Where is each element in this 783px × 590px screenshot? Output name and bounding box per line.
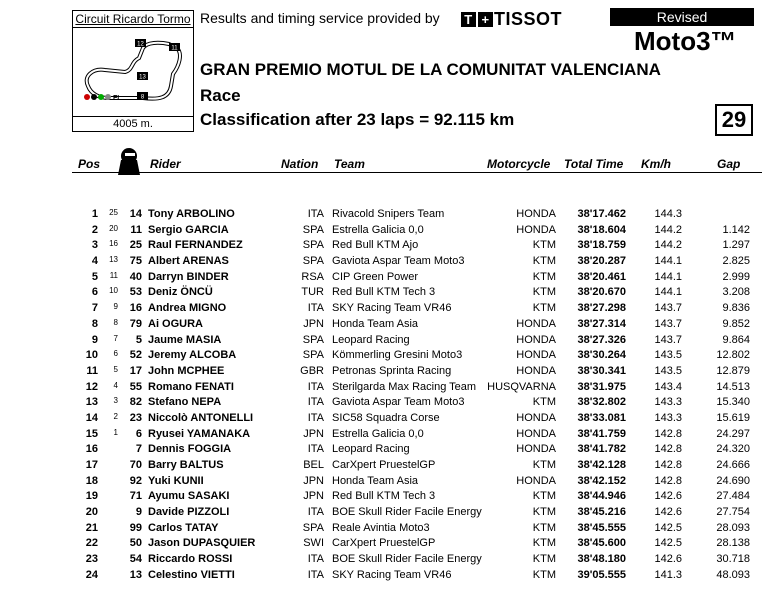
cell-gap: 15.340 <box>716 396 750 409</box>
cell-num: 11 <box>130 223 142 236</box>
track-label-11: 11 <box>171 45 178 52</box>
cell-nat: ITA <box>307 396 324 409</box>
table-row <box>0 285 783 301</box>
cell-pos: 2 <box>91 223 98 236</box>
cell-moto: HONDA <box>516 349 556 362</box>
cell-team: BOE Skull Rider Facile Energy <box>332 506 482 519</box>
table-row <box>0 270 783 286</box>
cell-kmh: 142.6 <box>654 506 682 519</box>
track-label-12: 12 <box>137 41 144 48</box>
cell-num: 55 <box>129 380 142 393</box>
cell-time: 38'32.802 <box>577 396 626 409</box>
cell-pos: 1 <box>91 208 98 220</box>
rider-helmet-icon <box>116 146 142 181</box>
cell-nat: RSA <box>301 270 324 283</box>
col-gap: Gap <box>717 157 741 171</box>
cell-time: 38'30.341 <box>577 364 626 377</box>
cell-moto: HUSQVARNA <box>487 380 556 393</box>
cell-num: 99 <box>129 521 142 534</box>
cell-kmh: 143.3 <box>654 396 682 409</box>
cell-num: 14 <box>129 208 142 220</box>
cell-time: 38'41.782 <box>577 443 626 456</box>
cell-gap: 2.999 <box>722 270 750 283</box>
table-row <box>0 552 783 568</box>
table-row <box>0 333 783 349</box>
cell-nat: ITA <box>307 553 324 566</box>
cell-kmh: 143.4 <box>654 380 682 393</box>
cell-pos: 21 <box>85 521 98 534</box>
tissot-cross-icon: + <box>478 12 493 27</box>
cell-gap: 14.513 <box>716 380 750 393</box>
table-row <box>0 411 783 427</box>
cell-time: 38'27.314 <box>577 317 626 330</box>
cell-kmh: 142.5 <box>654 521 682 534</box>
track-legend: FL <box>113 95 122 102</box>
cell-nat: SPA <box>302 521 324 534</box>
cell-nat: SPA <box>302 333 324 346</box>
cell-pos: 16 <box>85 443 98 456</box>
cell-num: 53 <box>129 286 142 299</box>
cell-moto: KTM <box>532 396 556 409</box>
cell-gap: 12.802 <box>716 349 750 362</box>
cell-pos: 10 <box>85 349 98 362</box>
cell-pts: 7 <box>113 333 118 343</box>
cell-rider: Tony ARBOLINO <box>148 208 235 220</box>
cell-time: 38'44.946 <box>577 490 626 503</box>
cell-kmh: 144.1 <box>654 255 682 268</box>
cell-rider: Jaume MASIA <box>148 333 222 346</box>
sponsor-logo: T + TISSOT <box>460 9 562 30</box>
cell-rider: Dennis FOGGIA <box>148 443 232 456</box>
cell-num: 40 <box>129 270 142 283</box>
cell-num: 92 <box>129 474 142 487</box>
cell-nat: BEL <box>303 459 324 471</box>
cell-num: 16 <box>129 302 142 315</box>
service-text: Results and timing service provided by <box>200 10 440 26</box>
table-row <box>0 301 783 317</box>
cell-team: Reale Avintia Moto3 <box>332 521 430 534</box>
cell-gap: 27.484 <box>716 490 750 503</box>
table-row <box>0 223 783 239</box>
cell-pos: 18 <box>85 474 98 487</box>
col-pos: Pos <box>78 157 101 171</box>
cell-time: 38'45.600 <box>577 537 626 550</box>
cell-team: SKY Racing Team VR46 <box>332 568 452 581</box>
cell-nat: ITA <box>307 568 324 581</box>
cell-team: Gaviota Aspar Team Moto3 <box>332 255 465 268</box>
cell-num: 70 <box>129 459 142 471</box>
cell-moto: KTM <box>532 270 556 283</box>
cell-rider: Raul FERNANDEZ <box>148 239 243 252</box>
cell-gap: 24.297 <box>716 427 750 440</box>
cell-pts: 5 <box>113 364 118 374</box>
cell-kmh: 142.6 <box>654 553 682 566</box>
cell-nat: TUR <box>301 286 324 299</box>
cell-num: 79 <box>129 317 142 330</box>
cell-pos: 24 <box>85 568 98 581</box>
cell-nat: ITA <box>307 208 324 220</box>
results-table <box>0 207 783 584</box>
track-label-8: 8 <box>140 94 145 101</box>
cell-moto: HONDA <box>516 223 556 236</box>
cell-moto: KTM <box>532 568 556 581</box>
revised-badge: Revised <box>610 8 754 26</box>
cell-nat: GBR <box>300 364 324 377</box>
cell-pts: 25 <box>109 208 118 217</box>
cell-moto: KTM <box>532 553 556 566</box>
cell-num: 7 <box>135 443 142 456</box>
table-row <box>0 489 783 505</box>
cell-pts: 3 <box>113 396 118 406</box>
cell-rider: Ayumu SASAKI <box>148 490 230 503</box>
cell-pts: 4 <box>113 380 118 390</box>
cell-rider: Celestino VIETTI <box>148 568 235 581</box>
cell-pts: 9 <box>113 302 118 312</box>
cell-moto: KTM <box>532 302 556 315</box>
table-row <box>0 395 783 411</box>
cell-rider: Barry BALTUS <box>148 459 224 471</box>
cell-team: Leopard Racing <box>332 443 410 456</box>
cell-kmh: 143.7 <box>654 302 682 315</box>
cell-team: BOE Skull Rider Facile Energy <box>332 553 482 566</box>
cell-pos: 7 <box>91 302 98 315</box>
col-team: Team <box>334 157 365 171</box>
cell-pts: 11 <box>109 270 118 280</box>
cell-pos: 19 <box>85 490 98 503</box>
cell-pos: 4 <box>91 255 98 268</box>
cell-kmh: 142.8 <box>654 443 682 456</box>
cell-moto: HONDA <box>516 427 556 440</box>
cell-gap: 24.320 <box>716 443 750 456</box>
cell-team: Red Bull KTM Tech 3 <box>332 286 436 299</box>
table-row <box>0 427 783 443</box>
cell-moto: KTM <box>532 506 556 519</box>
cell-team: Estrella Galicia 0,0 <box>332 427 424 440</box>
cell-pts: 20 <box>109 223 118 233</box>
table-row <box>0 505 783 521</box>
cell-rider: Niccolò ANTONELLI <box>148 411 254 424</box>
cell-team: Estrella Galicia 0,0 <box>332 223 424 236</box>
cell-kmh: 143.3 <box>654 411 682 424</box>
table-row <box>0 458 783 474</box>
table-row <box>0 207 783 223</box>
cell-moto: KTM <box>532 537 556 550</box>
table-row <box>0 442 783 458</box>
cell-team: Honda Team Asia <box>332 317 419 330</box>
cell-num: 17 <box>129 364 142 377</box>
cell-num: 75 <box>129 255 142 268</box>
cell-moto: HONDA <box>516 364 556 377</box>
cell-rider: Ryusei YAMANAKA <box>148 427 251 440</box>
cell-moto: HONDA <box>516 411 556 424</box>
cell-rider: Riccardo ROSSI <box>148 553 233 566</box>
cell-pts: 1 <box>113 427 118 437</box>
cell-kmh: 143.7 <box>654 317 682 330</box>
track-length: 4005 m. <box>72 116 194 132</box>
cell-team: CIP Green Power <box>332 270 419 283</box>
cell-gap: 28.093 <box>716 521 750 534</box>
cell-rider: Stefano NEPA <box>148 396 222 409</box>
cell-nat: JPN <box>303 317 324 330</box>
page-number: 29 <box>715 104 753 136</box>
cell-rider: Yuki KUNII <box>148 474 204 487</box>
table-row <box>0 380 783 396</box>
cell-rider: Romano FENATI <box>148 380 234 393</box>
cell-pos: 22 <box>85 537 98 550</box>
cell-time: 38'42.128 <box>577 459 626 471</box>
cell-time: 38'20.287 <box>577 255 626 268</box>
cell-gap: 15.619 <box>716 411 750 424</box>
cell-gap: 24.690 <box>716 474 750 487</box>
cell-nat: JPN <box>303 427 324 440</box>
cell-gap: 48.093 <box>716 568 750 581</box>
cell-nat: SPA <box>302 239 324 252</box>
cell-kmh: 144.1 <box>654 270 682 283</box>
cell-time: 38'45.216 <box>577 506 626 519</box>
class-title: Moto3™ <box>634 26 737 56</box>
cell-pos: 20 <box>85 506 98 519</box>
cell-time: 38'48.180 <box>577 553 626 566</box>
cell-time: 38'30.264 <box>577 349 626 362</box>
cell-gap: 3.208 <box>722 286 750 299</box>
cell-nat: JPN <box>303 474 324 487</box>
table-row <box>0 536 783 552</box>
col-motorcycle: Motorcycle <box>487 157 551 171</box>
cell-kmh: 143.5 <box>654 349 682 362</box>
cell-rider: Ai OGURA <box>148 317 203 330</box>
cell-gap: 12.879 <box>716 364 750 377</box>
cell-gap: 27.754 <box>716 506 750 519</box>
cell-num: 6 <box>135 427 142 440</box>
cell-pos: 9 <box>91 333 98 346</box>
cell-team: CarXpert PruestelGP <box>332 537 436 550</box>
cell-pos: 13 <box>85 396 98 409</box>
cell-nat: ITA <box>307 506 324 519</box>
table-row <box>0 238 783 254</box>
cell-nat: ITA <box>307 443 324 456</box>
col-total-time: Total Time <box>564 157 624 171</box>
cell-rider: Jeremy ALCOBA <box>148 349 237 362</box>
cell-rider: Carlos TATAY <box>148 521 219 534</box>
cell-kmh: 142.6 <box>654 490 682 503</box>
cell-gap: 24.666 <box>716 459 750 471</box>
session-name: Race <box>200 86 241 105</box>
cell-kmh: 141.3 <box>654 568 682 581</box>
cell-kmh: 144.3 <box>654 208 682 220</box>
cell-time: 38'20.670 <box>577 286 626 299</box>
cell-gap: 9.852 <box>722 317 750 330</box>
cell-nat: SPA <box>302 349 324 362</box>
cell-num: 25 <box>129 239 142 252</box>
cell-rider: Davide PIZZOLI <box>148 506 230 519</box>
cell-moto: KTM <box>532 490 556 503</box>
cell-num: 23 <box>129 411 142 424</box>
cell-time: 38'31.975 <box>577 380 626 393</box>
event-title: GRAN PREMIO MOTUL DE LA COMUNITAT VALENCIANA <box>200 60 661 79</box>
cell-nat: SPA <box>302 255 324 268</box>
cell-moto: KTM <box>532 286 556 299</box>
cell-moto: KTM <box>532 521 556 534</box>
cell-team: SIC58 Squadra Corse <box>332 411 440 424</box>
cell-gap: 1.297 <box>722 239 750 252</box>
cell-moto: HONDA <box>516 317 556 330</box>
cell-moto: HONDA <box>516 208 556 220</box>
cell-rider: Sergio GARCIA <box>148 223 229 236</box>
cell-rider: Andrea MIGNO <box>148 302 227 315</box>
cell-gap: 2.825 <box>722 255 750 268</box>
cell-kmh: 142.8 <box>654 459 682 471</box>
table-row <box>0 568 783 584</box>
col-nation: Nation <box>281 157 319 171</box>
cell-pos: 23 <box>85 553 98 566</box>
cell-pts: 6 <box>113 349 118 359</box>
cell-num: 82 <box>129 396 142 409</box>
cell-team: Sterilgarda Max Racing Team <box>332 380 477 393</box>
cell-kmh: 144.2 <box>654 239 682 252</box>
cell-rider: Darryn BINDER <box>148 270 229 283</box>
cell-time: 38'27.298 <box>577 302 626 315</box>
cell-kmh: 143.5 <box>654 364 682 377</box>
cell-rider: Deniz ÖNCÜ <box>148 286 213 299</box>
table-row <box>0 254 783 270</box>
cell-rider: Albert ARENAS <box>148 255 229 268</box>
cell-num: 50 <box>129 537 142 550</box>
cell-moto: HONDA <box>516 443 556 456</box>
cell-nat: SWI <box>303 537 324 550</box>
cell-time: 38'18.604 <box>577 223 626 236</box>
circuit-name: Circuit Ricardo Tormo <box>72 10 194 28</box>
cell-team: Honda Team Asia <box>332 474 419 487</box>
cell-pos: 17 <box>85 459 98 471</box>
cell-team: Rivacold Snipers Team <box>332 208 445 220</box>
col-rider: Rider <box>150 157 181 171</box>
table-row <box>0 474 783 490</box>
cell-pos: 14 <box>85 411 98 424</box>
cell-nat: ITA <box>307 411 324 424</box>
cell-gap: 1.142 <box>722 223 750 236</box>
track-label-13: 13 <box>139 74 146 81</box>
cell-time: 38'18.759 <box>577 239 626 252</box>
cell-pts: 2 <box>113 411 118 421</box>
cell-time: 38'33.081 <box>577 411 626 424</box>
cell-moto: HONDA <box>516 333 556 346</box>
cell-moto: KTM <box>532 459 556 471</box>
track-map-icon <box>73 28 193 116</box>
cell-pos: 15 <box>85 427 98 440</box>
cell-pos: 8 <box>91 317 98 330</box>
cell-time: 38'42.152 <box>577 474 626 487</box>
table-row <box>0 364 783 380</box>
cell-nat: ITA <box>307 302 324 315</box>
cell-nat: JPN <box>303 490 324 503</box>
cell-num: 71 <box>129 490 142 503</box>
cell-num: 5 <box>135 333 142 346</box>
cell-time: 38'41.759 <box>577 427 626 440</box>
cell-pos: 6 <box>91 286 98 299</box>
cell-kmh: 142.5 <box>654 537 682 550</box>
cell-num: 13 <box>129 568 142 581</box>
cell-team: Red Bull KTM Tech 3 <box>332 490 436 503</box>
cell-gap: 9.864 <box>722 333 750 346</box>
cell-pos: 11 <box>86 364 98 377</box>
cell-rider: John MCPHEE <box>148 364 225 377</box>
cell-num: 9 <box>135 506 142 519</box>
cell-moto: HONDA <box>516 474 556 487</box>
cell-pts: 8 <box>113 317 118 327</box>
cell-moto: KTM <box>532 255 556 268</box>
cell-time: 38'45.555 <box>577 521 626 534</box>
cell-team: Gaviota Aspar Team Moto3 <box>332 396 465 409</box>
cell-team: SKY Racing Team VR46 <box>332 302 452 315</box>
cell-gap: 9.836 <box>722 302 750 315</box>
table-row <box>0 317 783 333</box>
cell-num: 54 <box>129 553 142 566</box>
cell-nat: ITA <box>307 380 324 393</box>
table-row <box>0 348 783 364</box>
cell-kmh: 144.1 <box>654 286 682 299</box>
header-divider <box>72 172 762 173</box>
col-kmh: Km/h <box>641 157 671 171</box>
cell-num: 52 <box>129 349 142 362</box>
cell-pts: 10 <box>109 286 118 296</box>
cell-gap: 28.138 <box>716 537 750 550</box>
cell-pos: 3 <box>91 239 98 252</box>
cell-pos: 5 <box>91 270 98 283</box>
cell-team: Leopard Racing <box>332 333 410 346</box>
cell-team: Kömmerling Gresini Moto3 <box>332 349 463 362</box>
cell-moto: KTM <box>532 239 556 252</box>
cell-pos: 12 <box>85 380 98 393</box>
cell-time: 39'05.555 <box>577 568 626 581</box>
cell-kmh: 144.2 <box>654 223 682 236</box>
cell-time: 38'20.461 <box>577 270 626 283</box>
cell-pts: 13 <box>109 255 118 265</box>
cell-time: 38'17.462 <box>577 208 626 220</box>
cell-time: 38'27.326 <box>577 333 626 346</box>
cell-kmh: 143.7 <box>654 333 682 346</box>
cell-pts: 16 <box>109 239 118 249</box>
cell-team: Red Bull KTM Ajo <box>332 239 419 252</box>
table-row <box>0 521 783 537</box>
cell-team: CarXpert PruestelGP <box>332 459 436 471</box>
classification-summary: Classification after 23 laps = 92.115 km <box>200 110 515 129</box>
tissot-t-icon: T <box>461 12 476 27</box>
track-map <box>72 27 194 117</box>
cell-rider: Jason DUPASQUIER <box>148 537 256 550</box>
cell-nat: SPA <box>302 223 324 236</box>
cell-team: Petronas Sprinta Racing <box>332 364 452 377</box>
cell-kmh: 142.8 <box>654 427 682 440</box>
cell-kmh: 142.8 <box>654 474 682 487</box>
cell-gap: 30.718 <box>716 553 750 566</box>
